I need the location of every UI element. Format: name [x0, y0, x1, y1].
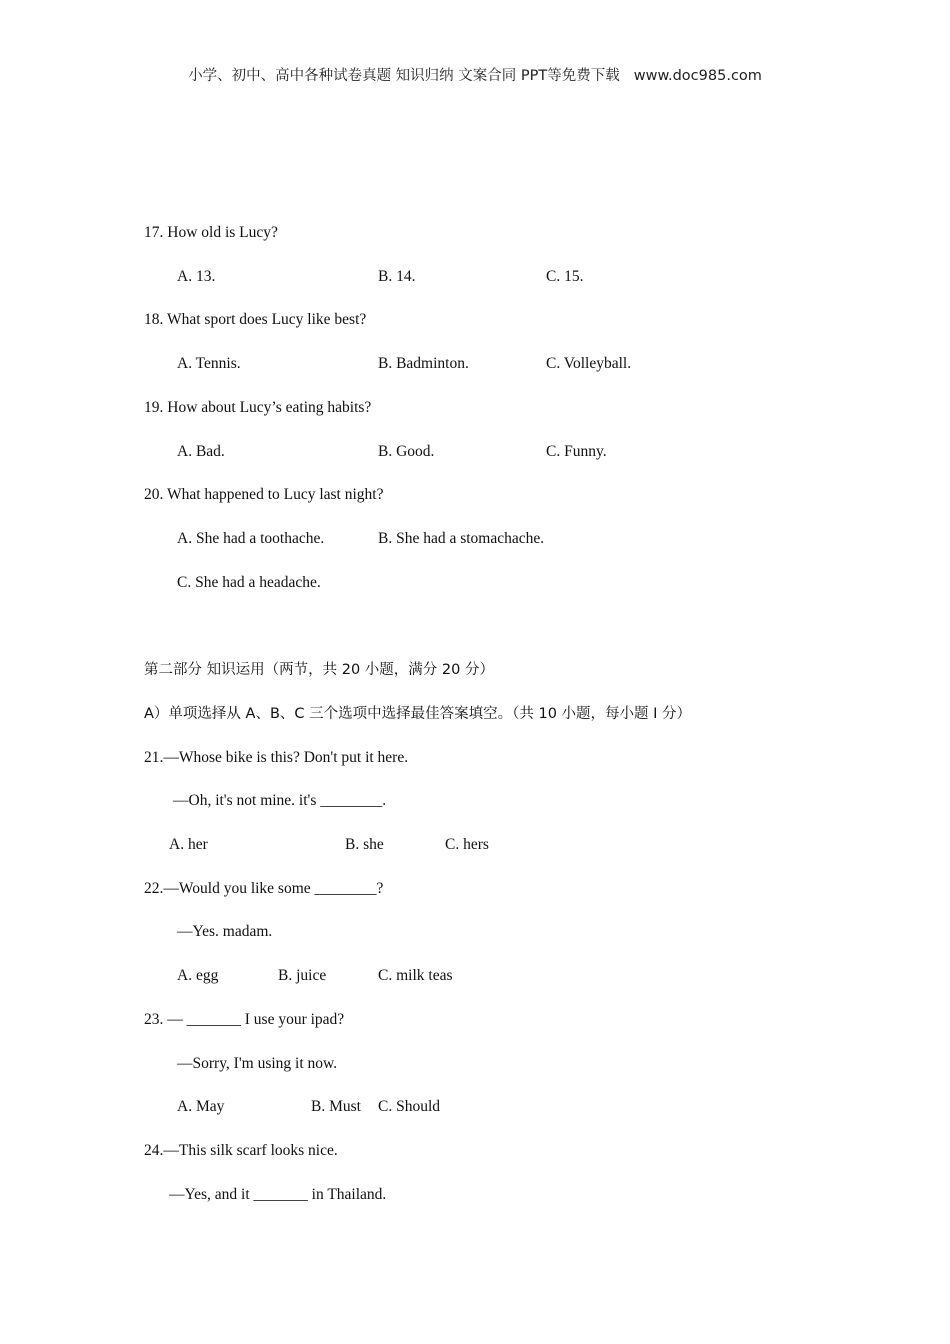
- question-19: [144, 397, 371, 419]
- question-number: 22.: [144, 880, 164, 897]
- option-22-b: B. juice: [278, 967, 327, 984]
- question-22: [144, 878, 383, 900]
- option-18-a: A. Tennis.: [177, 355, 241, 372]
- question-number: 19.: [144, 399, 164, 416]
- option-20-b: B. She had a stomachache.: [378, 530, 545, 547]
- question-number: 24.: [144, 1142, 164, 1159]
- option-19-c: C. Funny.: [546, 443, 607, 460]
- question-text: What sport does Lucy like best?: [166, 311, 367, 328]
- question-17: [144, 222, 278, 244]
- question-number: 20.: [144, 486, 164, 503]
- question-number: 17.: [144, 224, 164, 241]
- option-22-c: C. milk teas: [378, 967, 453, 984]
- dialog-line-2: —Yes. madam.: [177, 923, 273, 940]
- question-number: 21.: [144, 749, 164, 766]
- header-text: 小学、初中、高中各种试卷真题 知识归纳 文案合同 PPT等免费下载: [188, 68, 620, 84]
- option-18-c: C. Volleyball.: [546, 355, 632, 372]
- option-21-a: A. her: [169, 836, 208, 853]
- dialog-line-1: —Whose bike is this? Don't put it here.: [163, 749, 409, 766]
- option-17-c: C. 15.: [546, 268, 584, 285]
- option-21-b: B. she: [345, 836, 384, 853]
- question-18: [144, 309, 366, 331]
- dialog-line-1: — _______ I use your ipad?: [167, 1011, 345, 1028]
- question-24: [144, 1140, 338, 1162]
- question-20: [144, 484, 384, 506]
- dialog-line-1: —This silk scarf looks nice.: [163, 1142, 338, 1159]
- option-21-c: C. hers: [445, 836, 489, 853]
- option-18-b: B. Badminton.: [378, 355, 469, 372]
- question-text: How old is Lucy?: [167, 224, 278, 241]
- option-19-a: A. Bad.: [177, 443, 225, 460]
- question-text: How about Lucy’s eating habits?: [167, 399, 372, 416]
- question-21: [144, 747, 408, 769]
- option-17-b: B. 14.: [378, 268, 416, 285]
- question-number: 23.: [144, 1011, 164, 1028]
- dialog-line-2: —Oh, it's not mine. it's ________.: [173, 792, 387, 809]
- section-subtitle: A）单项选择从 A、B、C 三个选项中选择最佳答案填空。（共 10 小题，每小题 I 分）: [144, 706, 692, 722]
- option-22-a: A. egg: [177, 967, 219, 984]
- question-number: 18.: [144, 311, 164, 328]
- dialog-line-1: —Would you like some ________?: [163, 880, 384, 897]
- dialog-line-2: —Sorry, I'm using it now.: [177, 1055, 338, 1072]
- dialog-line-2: —Yes, and it _______ in Thailand.: [169, 1186, 387, 1203]
- option-23-c: C. Should: [378, 1098, 441, 1115]
- option-20-c: C. She had a headache.: [177, 574, 321, 591]
- option-23-b: B. Must: [311, 1098, 361, 1115]
- option-20-a: A. She had a toothache.: [177, 530, 325, 547]
- option-23-a: A. May: [177, 1098, 225, 1115]
- page-header: [0, 64, 950, 85]
- question-23: [144, 1009, 344, 1031]
- question-text: What happened to Lucy last night?: [166, 486, 384, 503]
- option-17-a: A. 13.: [177, 268, 216, 285]
- option-19-b: B. Good.: [378, 443, 435, 460]
- section-title: 第二部分 知识运用（两节，共 20 小题，满分 20 分）: [144, 662, 494, 678]
- header-site: www.doc985.com: [633, 68, 762, 84]
